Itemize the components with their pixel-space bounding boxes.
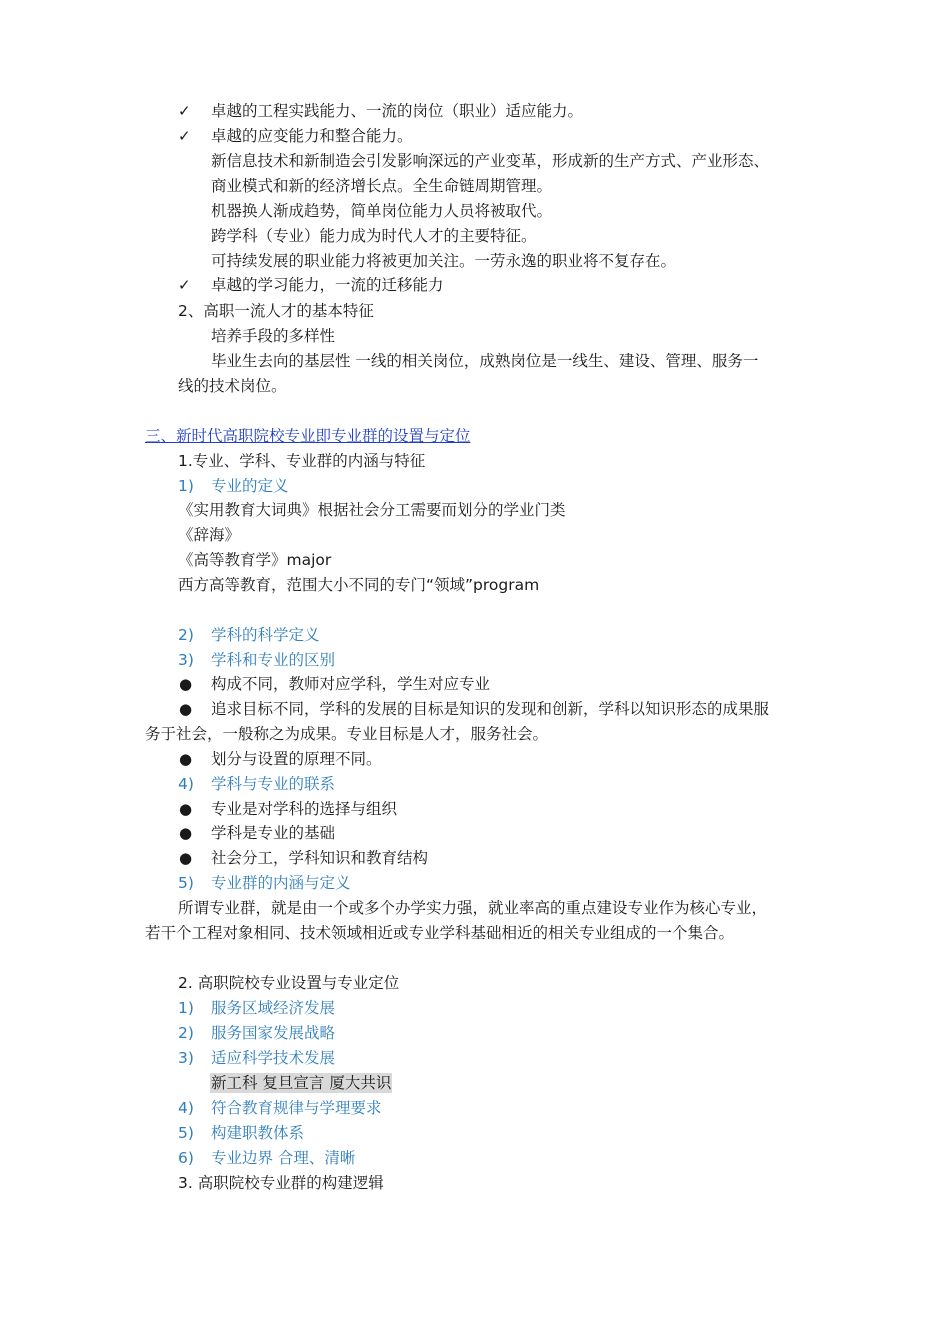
list-heading: 服务国家发展战略: [211, 1024, 336, 1042]
list-heading: 构建职教体系: [211, 1124, 305, 1142]
sub-paragraph: 可持续发展的职业能力将被更加关注。一劳永逸的职业将不复存在。: [211, 252, 677, 270]
definition-line: 《实用教育大词典》根据社会分工需要而划分的学业门类: [178, 501, 566, 519]
list-number: 1): [178, 999, 194, 1017]
list-heading: 学科的科学定义: [211, 626, 320, 644]
section-title: 2、高职一流人才的基本特征: [178, 302, 374, 320]
checkmark-icon: ✓: [178, 127, 191, 145]
list-number: 4): [178, 1099, 194, 1117]
list-number: 5): [178, 1124, 194, 1142]
subsection-title: 3. 高职院校专业群的构建逻辑: [178, 1174, 384, 1192]
bullet-icon: ●: [179, 700, 193, 718]
list-number: 2): [178, 626, 194, 644]
list-number: 2): [178, 1024, 194, 1042]
bullet-icon: ●: [179, 800, 193, 818]
sub-paragraph: 新信息技术和新制造会引发影响深远的产业变革，形成新的生产方式、产业形态、: [211, 152, 770, 170]
bullet-icon: ●: [179, 750, 193, 768]
check-item: 卓越的学习能力，一流的迁移能力: [211, 276, 444, 294]
definition-line: 西方高等教育，范围大小不同的专门“领域”program: [178, 576, 540, 594]
list-heading: 学科与专业的联系: [211, 775, 336, 793]
list-heading: 符合教育规律与学理要求: [211, 1099, 382, 1117]
list-heading: 学科和专业的区别: [211, 651, 336, 669]
definition-line: 《高等教育学》major: [178, 551, 332, 569]
checkmark-icon: ✓: [178, 102, 191, 120]
check-item: 卓越的应变能力和整合能力。: [211, 127, 413, 145]
checkmark-icon: ✓: [178, 276, 191, 294]
list-number: 3): [178, 1049, 194, 1067]
highlighted-note: 新工科 复旦宣言 厦大共识: [211, 1074, 392, 1092]
sub-paragraph: 商业模式和新的经济增长点。全生命链周期管理。: [211, 177, 553, 195]
list-heading: 专业群的内涵与定义: [211, 874, 351, 892]
paragraph: 若干个工程对象相同、技术领域相近或专业学科基础相近的相关专业组成的一个集合。: [145, 924, 735, 942]
bullet-icon: ●: [179, 675, 193, 693]
list-number: 5): [178, 874, 194, 892]
bullet-item: 社会分工，学科知识和教育结构: [211, 849, 429, 867]
list-number: 4): [178, 775, 194, 793]
list-heading: 适应科学技术发展: [211, 1049, 336, 1067]
bullet-item: 构成不同，教师对应学科，学生对应专业: [211, 675, 491, 693]
list-heading: 专业的定义: [211, 477, 289, 495]
bullet-item: 划分与设置的原理不同。: [211, 750, 382, 768]
list-number: 6): [178, 1149, 194, 1167]
bullet-item: 追求目标不同，学科的发展的目标是知识的发现和创新，学科以知识形态的成果服: [211, 700, 770, 718]
subsection-title: 1.专业、学科、专业群的内涵与特征: [178, 452, 426, 470]
list-heading: 专业边界 合理、清晰: [211, 1149, 356, 1167]
list-number: 3): [178, 651, 194, 669]
subsection-title: 2. 高职院校专业设置与专业定位: [178, 974, 400, 992]
list-heading: 服务区域经济发展: [211, 999, 336, 1017]
paragraph: 线的技术岗位。: [178, 377, 287, 395]
sub-paragraph: 跨学科（专业）能力成为时代人才的主要特征。: [211, 227, 537, 245]
section-heading-link[interactable]: 三、新时代高职院校专业即专业群的设置与定位: [145, 427, 471, 445]
bullet-item: 学科是专业的基础: [211, 824, 336, 842]
bullet-item-wrap: 务于社会，一般称之为成果。专业目标是人才，服务社会。: [145, 725, 549, 743]
definition-line: 《辞海》: [178, 526, 241, 544]
paragraph: 所谓专业群，就是由一个或多个办学实力强，就业率高的重点建设专业作为核心专业，: [178, 899, 768, 917]
check-item: 卓越的工程实践能力、一流的岗位（职业）适应能力。: [211, 102, 584, 120]
paragraph: 毕业生去向的基层性 一线的相关岗位，成熟岗位是一线生、建设、管理、服务一: [211, 352, 759, 370]
bullet-item: 专业是对学科的选择与组织: [211, 800, 398, 818]
bullet-icon: ●: [179, 849, 193, 867]
bullet-icon: ●: [179, 824, 193, 842]
list-number: 1): [178, 477, 194, 495]
sub-paragraph: 机器换人渐成趋势，简单岗位能力人员将被取代。: [211, 202, 553, 220]
paragraph: 培养手段的多样性: [211, 327, 336, 345]
